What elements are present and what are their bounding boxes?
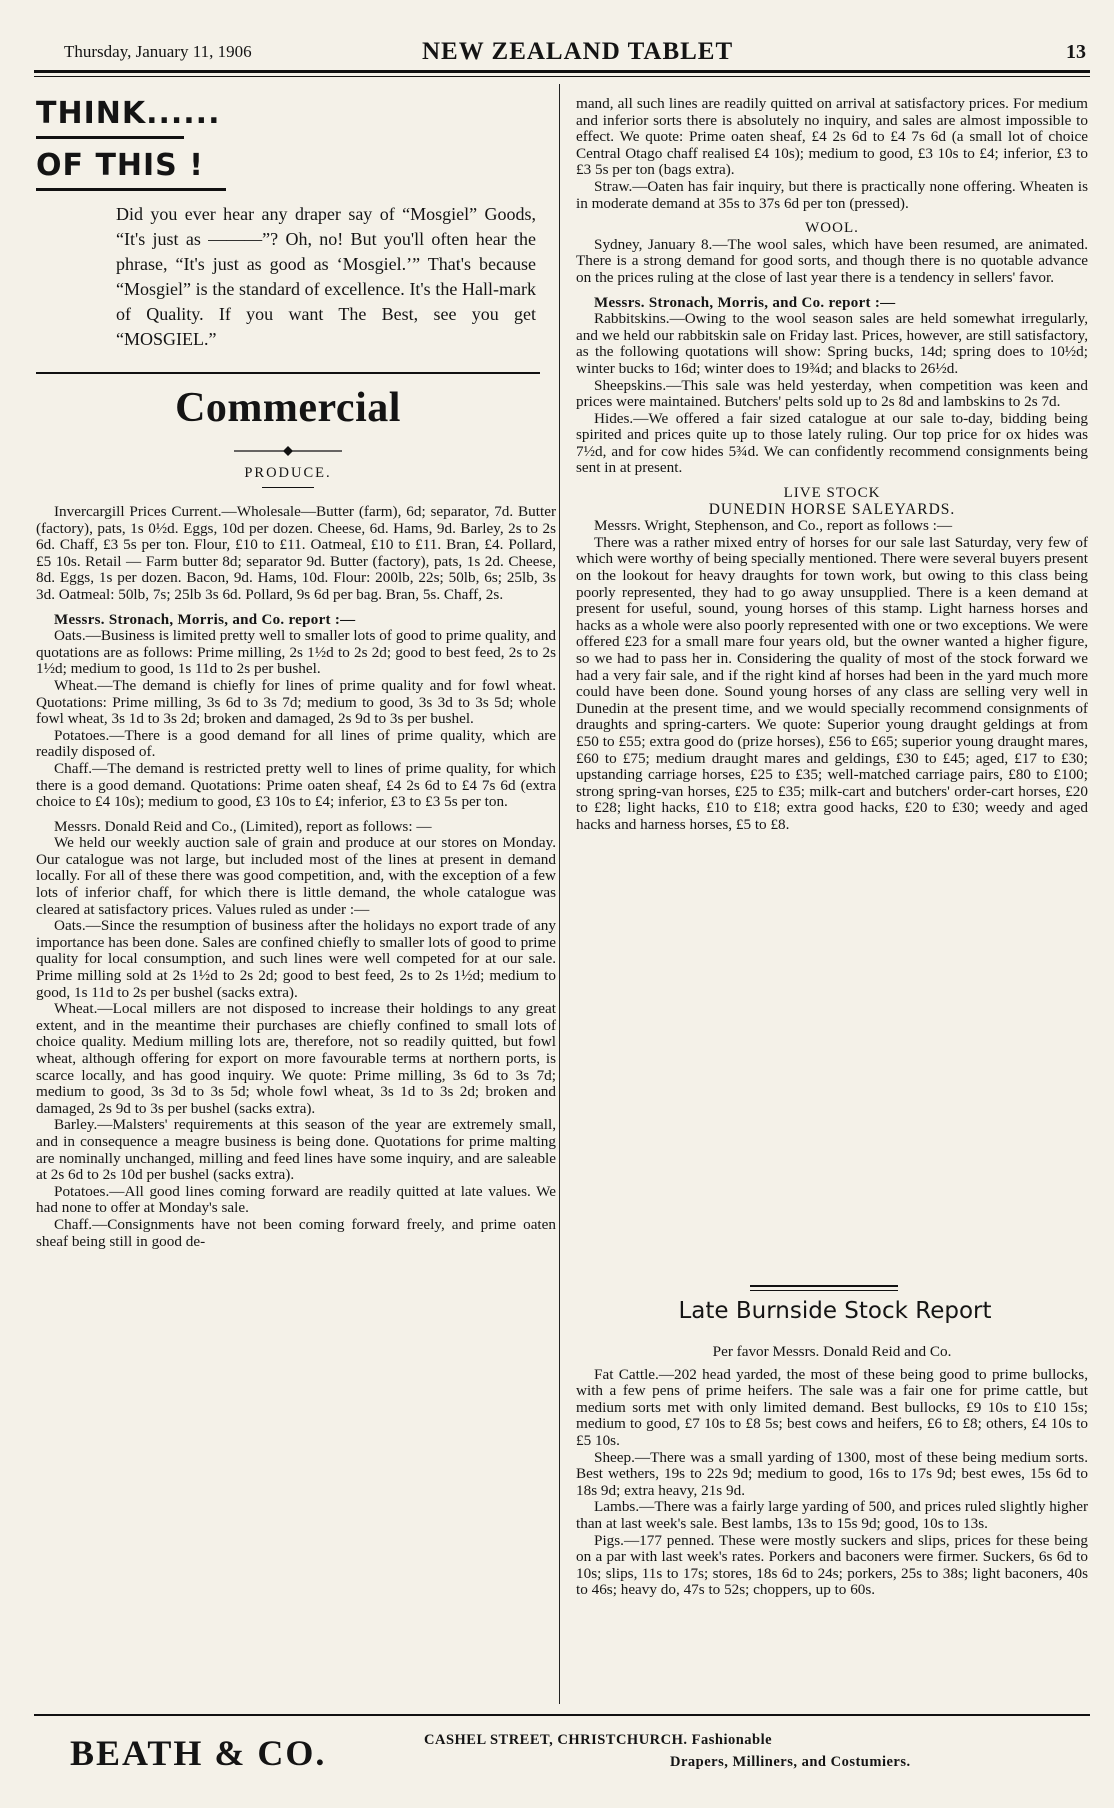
advert-underline: [36, 136, 184, 139]
stronach-potatoes: Potatoes.—There is a good demand for all lines of prime quality, which are readily disposed of.: [36, 726, 556, 761]
sheepskins-report: Sheepskins.—This sale was held yesterday, when competition was keen and prices were maintained. Butchers' pelts sold up to 2s 8d and lambskins to 2s 7d.: [576, 376, 1088, 411]
straw-report: Straw.—Oaten has fair inquiry, but there is practically none offering. Wheaten is in moderate demand at 35s to 37s 6d per ton (pressed).: [576, 177, 1088, 212]
footer-address: CASHEL STREET, CHRISTCHURCH. Fashionable: [424, 1732, 773, 1748]
wool-stronach-heading: Messrs. Stronach, Morris, and Co. report :—: [594, 294, 896, 311]
right-column-body: [576, 96, 1088, 834]
invercargill-prices: Invercargill Prices Current.—Wholesale—Butter (farm), 6d; separator, 7d. Butter (factory), pats, 1s 0½d. Eggs, 10d per dozen. Cheese, 6d. Hams, 9d. Barley, 2s to 2s 6d. Chaff, £3 5s per ton. Flour, £10 to £11. Oatmeal, £10 to £11. Bran, £4. Pollard, £5 10s. Retail — Farm butter 8d; separator 9d. Butter (factory), pats, 1s 2d. Cheese, 8d. Eggs, 1s per dozen. Bacon, 9d. Hams, 10d. Flour: 200lb, 22s; 50lb, 6s; 25lb, 3s 3d. Oatmeal: 50lb, 7s; 25lb 3s 6d. Pollard, 9s 6d per bag. Bran, 5s. Chaff, 2s.: [36, 503, 556, 603]
live-stock-heading: LIVE STOCK: [783, 485, 881, 502]
sheep-report: Sheep.—There was a small yarding of 1300, most of these being medium sorts. Best wethers, 19s to 22s 9d; medium to good, 16s to 17s 9d; best ewes, 15s 6d to 18s 9d; extra heavy, 21s 9d.: [576, 1448, 1088, 1499]
column-divider: [559, 84, 560, 1704]
advert-body: Did you ever hear any draper say of “Mosgiel” Goods, “It's just as ———”? Oh, no! But you'll often hear the phrase, “It's just as good as ‘Mosgiel.’” That's because “Mosgiel” is the standard of excellence. It's the Hall-mark of Quality. If you want The Best, see you get “MOSGIEL.”: [116, 204, 536, 349]
late-burnside-rule: [750, 1285, 898, 1287]
wool-heading: WOOL.: [805, 220, 859, 237]
section-title-commercial: Commercial: [175, 385, 401, 431]
stronach-chaff: Chaff.—The demand is restricted pretty well to lines of prime quality, for which there is a good demand. Quotations: Prime oaten sheaf, £4 2s 6d to £4 7s 6d (extra choice to £4 10s); medium to good, £3 10s to £4; inferior, £3 to £3 5s per ton.: [36, 759, 556, 811]
stronach-report-heading: Messrs. Stronach, Morris, and Co. report :—: [54, 611, 356, 628]
wool-report: Sydney, January 8.—The wool sales, which have been resumed, are animated. There is a strong demand for good sorts, and though there is no quotable advance on the prices ruling at the close of last year there is a tendency in sellers' favor.: [576, 235, 1088, 286]
pigs-report: Pigs.—177 penned. These were mostly suckers and slips, prices for these being on a par with last week's rates. Porkers and baconers were firmer. Suckers, 6s 6d to 10s; slips, 11s to 17s; stores, 18s 6d to 24s; porkers, 25s to 38s; light baconers, 40s to 46s; heavy do, 47s to 52s; choppers, up to 60s.: [576, 1531, 1088, 1599]
late-burnside-rule-thin: [750, 1290, 898, 1291]
advert-bottom-rule: [36, 372, 540, 374]
late-burnside-title: Late Burnside Stock Report: [678, 1298, 992, 1324]
masthead-rule: [34, 70, 1090, 73]
fat-cattle-report: Fat Cattle.—202 head yarded, the most of these being good to prime bullocks, with a few pens of prime heifers. The sale was a fair one for prime cattle, but medium sorts met with only limited demand. Best bullocks, £9 10s to £10 15s; medium to good, £7 10s to £8 5s; best cows and heifers, £6 to £8; others, £4 10s to £5 10s.: [576, 1365, 1088, 1449]
horse-saleyards-heading: DUNEDIN HORSE SALEYARDS.: [708, 500, 956, 518]
late-burnside-subtitle: Per favor Messrs. Donald Reid and Co.: [712, 1343, 952, 1360]
advert-underline: [36, 188, 226, 191]
footer-brand: BEATH & CO.: [70, 1733, 327, 1773]
horse-sale-report: There was a rather mixed entry of horses for our sale last Saturday, very few of which were worthy of being specially mentioned. There were several buyers present on the lookout for heavy draughts for town work, but owing to this class being poorly represented, they had to go away unsupplied. There is a keen demand at present for useful, sound, young horses of this stamp. Light harness horses and hacks as a whole were also poorly represented with one or two exceptions. We were offered £23 for a small mare four years old, but the owner wanted a higher figure, so we had to pass her in. Considering the quality of most of the stock forward we had a very fair sale, and if the right kind af horses had been in the yard much more could have been done. Sound young horses of any class are selling very well in Dunedin at the present time, and we would specially recommend consignments of draughts and spring-carters. We quote: Superior young draught geldings at from £50 to £55; extra good do (prize horses), £56 to £65; superior young draught mares, £60 to £75; medium draught mares and geldings, £30 to £45; aged, £17 to £30; upstanding carriage horses, £25 to £35; well-matched carriage pairs, £80 to £100; strong spring-van horses, £25 to £35; milk-cart and butchers' order-cart horses, £20 to £28; light hacks, £10 to £18; extra good hacks, £20 to £30; weedy and aged hacks and harness horses, £5 to £8.: [576, 533, 1088, 833]
late-burnside-body: [576, 1344, 1088, 1599]
produce-heading: PRODUCE.: [244, 465, 332, 481]
stronach-wheat: Wheat.—The demand is chiefly for lines of prime quality and for fowl wheat. Quotations: Prime milling, 3s 6d to 3s 7d; medium to good, 3s 3d to 3s 5d; whole fowl wheat, 3s 1d to 3s 2d; broken and damaged, 2s 9d to 3s per bushel.: [36, 676, 556, 728]
ornament-divider-icon: [234, 444, 342, 458]
footer-rule: [34, 1714, 1090, 1716]
donald-reid-intro: Messrs. Donald Reid and Co., (Limited), report as follows: —: [54, 817, 432, 835]
left-column-body: [36, 504, 556, 1250]
masthead-rule-thin: [34, 76, 1090, 77]
donald-reid-barley: Barley.—Malsters' requirements at this season of the year are extremely small, and in consequence a meagre business is being done. Quotations for prime malting are nominally unchanged, milling and feed lines have some inquiry, and are saleable at 2s 6d to 2s 10d per bushel (sacks extra).: [36, 1116, 556, 1184]
advert-headline-of-this: OF THIS !: [36, 148, 204, 183]
footer-tagline: Drapers, Milliners, and Costumiers.: [670, 1754, 911, 1770]
short-rule: [262, 487, 314, 488]
hides-report: Hides.—We offered a fair sized catalogue at our sale to-day, bidding being spirited and prices quite up to those lately ruling. Our top price for ox hides was 7½d, and for cow hides 5¾d. We can confidently recommend consignments being sent in at present.: [576, 409, 1088, 477]
donald-reid-oats: Oats.—Since the resumption of business after the holidays no export trade of any importance has been done. Sales are confined chiefly to smaller lots of good to prime quality for local consumption, and such lines were well competed for at our sale. Prime milling sold at 2s 1½d to 2s 2d; good to best feed, 2s to 2s 1½d; medium to good, 1s 11d to 2s per bushel (sacks extra).: [36, 917, 556, 1001]
chaff-continued: mand, all such lines are readily quitted on arrival at satisfactory prices. For medium and inferior sorts there is absolutely no inquiry, and sales are almost impossible to effect. We quote: Prime oaten sheaf, £4 2s 6d to £4 7s 6d (a small lot of choice Central Otago chaff realised £4 10s); medium to good, £3 10s to £4; inferior, £3 to £3 5s per ton (bags extra).: [576, 95, 1088, 179]
publication-title: NEW ZEALAND TABLET: [422, 38, 734, 65]
rabbitskins-report: Rabbitskins.—Owing to the wool season sales are held somewhat irregularly, and we held our rabbitskin sale on Friday last. Prices, however, are still satisfactory, as the following quotations will show: Spring bucks, 14d; spring does to 10½d; winter bucks to 16d; winter does to 19¾d; and blacks to 26½d.: [576, 310, 1088, 377]
donald-reid-potatoes: Potatoes.—All good lines coming forward are readily quitted at late values. We had none to offer at Monday's sale.: [36, 1182, 556, 1217]
donald-reid-chaff: Chaff.—Consignments have not been coming forward freely, and prime oaten sheaf being still in good de-: [36, 1215, 556, 1250]
wright-stephenson-intro: Messrs. Wright, Stephenson, and Co., report as follows :—: [594, 517, 953, 535]
issue-date: Thursday, January 11, 1906: [64, 42, 252, 61]
advert-headline-think: THINK......: [36, 96, 221, 131]
lambs-report: Lambs.—There was a fairly large yarding of 500, and prices ruled slightly higher than at last week's sale. Best lambs, 13s to 15s 9d; good, 10s to 13s.: [576, 1498, 1089, 1532]
page-number: 13: [1066, 41, 1086, 63]
donald-reid-wheat: Wheat.—Local millers are not disposed to increase their holdings to any great extent, and in the meantime their purchases are chiefly confined to small lots of choice quality. Medium milling lots are, therefore, not so readily quitted, but fowl wheat, although offering for export on more favourable terms at northern ports, is scarce locally, and has good inquiry. We quote: Prime milling, 3s 6d to 3s 7d; medium to good, 3s 3d to 3s 5d; whole fowl wheat, 3s 1d to 3s 2d; broken and damaged, 2s 9d to 3s per bushel (sacks extra).: [36, 1000, 556, 1117]
donald-reid-auction: We held our weekly auction sale of grain and produce at our stores on Monday. Our catalogue was not large, but included most of the lines at present in demand locally. For all of these there was good competition, and, with the exception of a few lots of inferior chaff, for which there is little demand, the whole catalogue was cleared at satisfactory prices. Values ruled as under :—: [36, 834, 556, 918]
stronach-oats: Oats.—Business is limited pretty well to smaller lots of good to prime quality, and quotations are as follows: Prime milling, 2s 1½d to 2s 2d; good to best feed, 2s to 2s 1½d; medium to good, 1s 11d to 2s per bushel.: [36, 627, 556, 678]
